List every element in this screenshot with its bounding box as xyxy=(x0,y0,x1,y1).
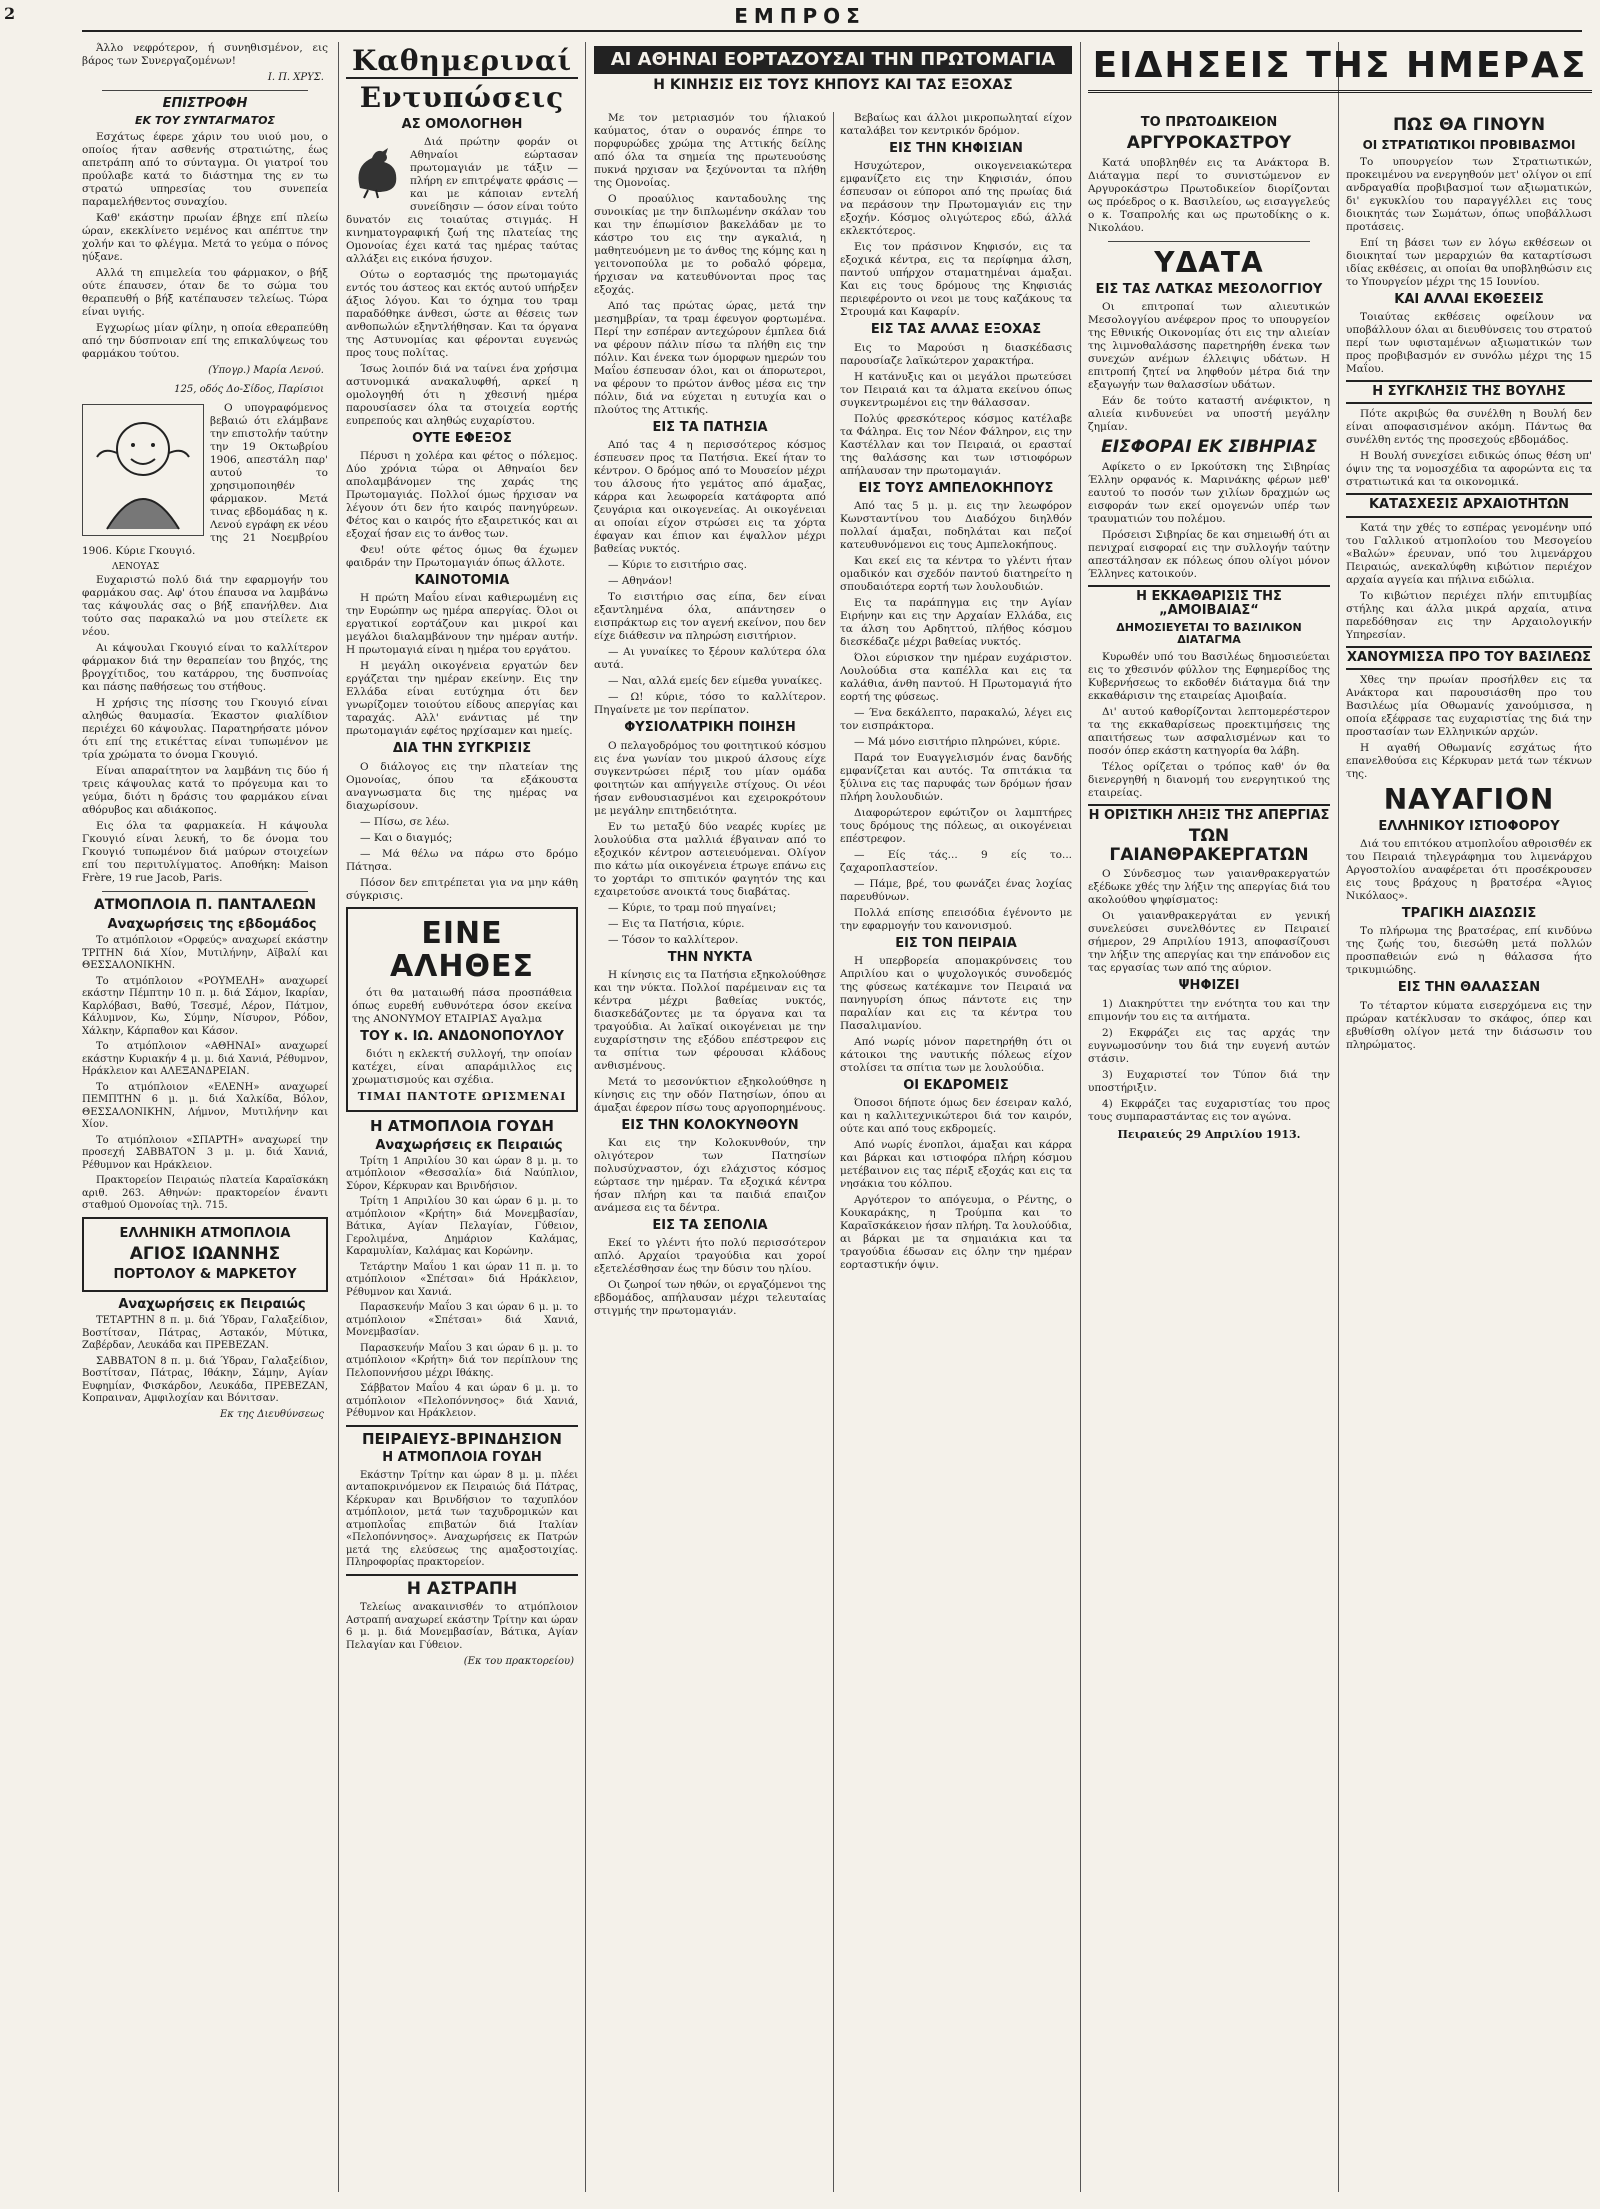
paragraph: Καθ' εκάστην πρωίαν έβηχε επί πλείω ώραν, εκεκλίνετο νεμένος και απέπτυε την χολήν και το φλέγμα. Μετά το γεύμα ο πόνος ηύξανε. xyxy=(82,212,328,264)
paragraph: Διά του επιτόκου ατμοπλοΐου αθροισθέν εκ του Πειραιά τηλεγράφημα του λιμενάρχου Αργοστολίου αναφέρεται ότι προσέκρουσεν εις τους βράχους η βρατσέρα «Άγιος Νικόλαος». xyxy=(1346,838,1592,903)
paragraph: Οι επιτροπαί των αλιευτικών Μεσολογγίου ανέφερον προς το υπουργείον της Εθνικής Οικονομίας ότι εις την αλιείαν της λιμνοθαλάσσης παρετηρήθη ένεκα των συνεχών ανέμων έλλειψις υδάτων. Η επιτροπή ζητεί να ληφθούν μέτρα διά την εξαγωγήν των θαλασσίων υδάτων. xyxy=(1088,301,1330,392)
paragraph: Δι' αυτού καθορίζονται λεπτομερέστερον τα της εκκαθαρίσεως προεκτιμήσεις της απαιτήσεως των ασφαλισμένων και το ποσόν όπερ εκάστη κατηγορία θα λάβη. xyxy=(1088,705,1330,757)
ad-title: ΕΙΝΕ ΑΛΗΘΕΣ xyxy=(389,915,535,984)
paragraph: Τέλος ορίζεται ο τρόπος καθ' όν θα διενεργηθή η διανομή του ενεργητικού της εταιρείας. xyxy=(1088,760,1330,799)
ad-title: ΠΕΙΡΑΙΕΥΣ-ΒΡΙΝΔΗΣΙΟΝ xyxy=(346,1425,578,1448)
list-item: 3) Ευχαριστεί τον Τύπον διά την υποστήριξιν. xyxy=(1088,1068,1330,1094)
paragraph: Μετά το μεσονύκτιον εξηκολούθησε η κίνησις εις την οδόν Πατησίων, όπου αι άμαξαι έφερον πίσω τους αργοπορημένους. xyxy=(594,1075,826,1114)
paragraph: Διά πρώτην φοράν οι Αθηναίοι εώρτασαν πρωτομαγιάν με τάξιν — πλήρη εν επιτρέψατε φράσις — και με κάποιαν εντελή συνείδησιν — όσον είναι τούτο δυνατόν εις τοιαύτας στιγμάς. Η κινηματογραφική ζωή της πλατείας της Ομονοίας έχει κατά τας ημέρας ταύτας αλλάξει εις εικόνα ήσυχον. xyxy=(346,135,578,265)
ad-text: διότι η εκλεκτή συλλογή, την οποίαν κατέχει, είναι απαράμιλλος εις χρωματισμούς και σχέδια. xyxy=(352,1048,572,1087)
paragraph: Πολύς φρεσκότερος κόσμος κατέλαβε τα Φάληρα. Εις τον Νέον Φάληρον, εις την Καστέλλαν και τον Πειραιά, οι ερασταί της θαλάσσης και των ιστιοφόρων απήλαυσαν την πρωτομαγιάν. xyxy=(840,412,1072,477)
section-heading: ΝΑΥΑΓΙΟΝ xyxy=(1383,783,1555,817)
section-heading: ΚΑΙΝΟΤΟΜΙΑ xyxy=(414,573,510,589)
ad-name: ΤΟΥ κ. ΙΩ. ΑΝΔΟΝΟΠΟΥΛΟΥ xyxy=(360,1028,564,1044)
paragraph: — Αθηνάον! xyxy=(608,575,673,588)
section-heading: ΚΑΤΑΣΧΕΣΙΣ ΑΡΧΑΙΟΤΗΤΩΝ xyxy=(1346,493,1592,517)
paragraph: Η κατάνυξις και οι μεγάλοι πρωτεύσει τον Πειραιά και τα άλματα εκείνου όπως συγκεντρωμένοι εις την θάλασσαν. xyxy=(840,370,1072,409)
paragraph: Εις όλα τα φαρμακεία. Η κάψουλα Γκουγιό είναι λευκή, το δε όνομα του Γκουγιό τυπωμένον διά μαύρων στοιχείων επί του περιτυλίγματος. Αποθήκη: Maison Frère, 19 rue Jacob, Paris. xyxy=(82,820,328,885)
section-heading: ΕΙΣ ΤΗΝ ΚΗΦΙΣΙΑΝ xyxy=(889,141,1023,156)
paragraph: Οι ζωηροί των ηθών, οι εργαζόμενοι της εβδομάδος, απήλαυσαν μέχρι τελευταίας στιγμής την πρωτομαγιάν. xyxy=(594,1279,826,1318)
paragraph: Αλλά τη επιμελεία του φάρμακον, ο βήξ ούτε έπαυσεν, όταν δε το σώμα του θεραπευθή ο βήξ κατέπαυσεν τελείως. Τώρα είναι υγιής. xyxy=(82,267,328,319)
paragraph: — Πίσω, σε λέω. xyxy=(360,815,450,828)
section-heading: ΟΙ ΣΤΡΑΤΙΩΤΙΚΟΙ ΠΡΟΒΙΒΑΣΜΟΙ xyxy=(1362,137,1576,152)
column-title: Καθημεριναί xyxy=(346,46,578,79)
paragraph: Και εις την Κολοκυνθούν, την ολιγότερον των Πατησίων πολυσύχναστον, όχι ελάχιστος κόσμος εώρτασε την ημέραν. Τα εξοχικά κέντρα ήσαν πλήρη και τα παιδιά επαιζον ανάμεσα εις τα δέντρα. xyxy=(594,1137,826,1215)
section-heading: ΤΟ ΠΡΩΤΟΔΙΚΕΙΟΝ xyxy=(1140,115,1278,130)
ad-price-note: ΤΙΜΑΙ ΠΑΝΤΟΤΕ ΩΡΙΣΜΕΝΑΙ xyxy=(357,1090,567,1104)
column-4 xyxy=(840,112,1072,2202)
ad-subtitle: Η ΑΤΜΟΠΛΟΙΑ ΓΟΥΔΗ xyxy=(382,1450,542,1466)
ad-title: Η ΑΤΜΟΠΛΟΙΑ ΓΟΥΔΗ xyxy=(370,1117,554,1136)
paragraph: Το εισιτήριο σας είπα, δεν είναι εξαντλημένα όλα, απάντησεν ο εισπράκτωρ εις τον αγενή εκείνον, που δεν είχε διάθεσιν να πληρώση εισιτήριον. xyxy=(594,591,826,643)
paragraph: Η Βουλή συνεχίσει ειδικώς όπως θέση υπ' όψιν της τα νομοσχέδια τα αφορώντα εις τα στρατιωτικά και τα οικονομικά. xyxy=(1346,450,1592,489)
ad-title: ΕΛΛΗΝΙΚΗ ΑΤΜΟΠΛΟΙΑ xyxy=(119,1225,291,1241)
ad-line: Τετάρτην Μαΐου 1 και ώραν 11 π. μ. το ατμόπλοιον «Σπέτσαι» διά Ηράκλειον, Ρέθυμνον και Χανιά. xyxy=(346,1261,578,1298)
section-heading: ΟΙ ΕΚΔΡΟΜΕΙΣ xyxy=(903,1078,1009,1094)
column-title: Εντυπώσεις xyxy=(359,80,565,114)
address: 125, οδός Δο-Σίδος, Παρίσιοι xyxy=(174,384,324,396)
section-heading: Η ΕΚΚΑΘΑΡΙΣΙΣ ΤΗΣ „ΑΜΟΙΒΑΙΑΣ“ xyxy=(1088,585,1330,619)
paragraph: Το υπουργείον των Στρατιωτικών, προκειμένου να ενεργηθούν μετ' ολίγον οι επί ανδραγαθία προβιβασμοί των αξιωματικών, δι' εγκυκλίου του παραγγέλλει εις τους διοικητάς των Σωμάτων, όπως υποβάλλωσι προτάσεις. xyxy=(1346,155,1592,233)
paragraph: Πότε ακριβώς θα συνέλθη η Βουλή δεν είναι αποφασισμένον ακόμη. Πάντως θα συνέλθη εντός της προσεχούς εβδομάδος. xyxy=(1346,408,1592,447)
paragraph: Πόσον δεν επιτρέπεται για να μην κάθη σύγκρισις. xyxy=(346,876,578,902)
paragraph: — Ένα δεκάλεπτο, παρακαλώ, λέγει εις τον εισπράκτορα. xyxy=(840,706,1072,732)
paragraph: Ησυχώτερον, οικογενειακώτερα εμφανίζετο εις την Κηφισιάν, όπου έσπευσαν οι εύποροι από της πρωίας διά να περάσουν την Πρωτομαγιάν εις την εξοχήν. Κόσμος ολιγώτερος εδώ, άλλά εκλεκτότερος. xyxy=(840,160,1072,238)
page-number: 2 xyxy=(4,4,16,23)
column-1 xyxy=(82,42,328,2202)
ad-body xyxy=(82,918,328,1213)
paragraph: Εσχάτως έφερε χάριν του υιού μου, ο οποίος ήταν ασθενής στρατιώτης, έως απετράπη από το σύνταγμα. Οι γιατροί του προύλαβε κατά το διάστημα της εν τω στρατώ υπηρεσίας του συνεπεία παραμελήθεντος συναχίου. xyxy=(82,131,328,209)
paragraph: Το πλήρωμα της βρατσέρας, επί κινδύνω της ζωής του, διεσώθη μετά πολλών προσπαθειών ενώ η θάλασσα ήτο τρικυμιώδης. xyxy=(1346,925,1592,977)
intro-signature: Ι. Π. ΧΡΥΣ. xyxy=(267,72,324,83)
column-divider xyxy=(1338,42,1339,2192)
paragraph: Κατά την χθές το εσπέρας γενομένην υπό του Γαλλικού ατμοπλοίου του Μεσογείου «Βαλών» έρευναν, υπό του λιμενάρχου Πειραιώς, ανεκαλύφθη κιβώτιον περιέχον αρχαία αγγεία και πήλινα ειδώλια. xyxy=(1346,521,1592,586)
column-3 xyxy=(594,112,826,2202)
paragraph: Από νωρίς ένοπλοι, άμαξαι και κάρρα και βάρκαι και ιστιοφόρα πλήρη κόσμου μετέβαινον εις τας πέριξ εξοχάς και εις τα νησάκια του κόλπου. xyxy=(840,1139,1072,1191)
ad-line: Αναχωρήσεις εκ Πειραιώς xyxy=(118,1296,306,1312)
portrait-illustration xyxy=(82,404,204,536)
paragraph: Διαφορώτερον εφώτιζον οι λαμπτήρες τους δρόμους της πόλεως, αι οικογένειαι επέστρεφον. xyxy=(840,806,1072,845)
list-item: 4) Εκφράζει τας ευχαριστίας του προς τους συμπαραστάντας εις τον αγώνα. xyxy=(1088,1097,1330,1123)
paragraph: Πολλά επίσης επεισόδια έγένοντο με την εφαρμογήν του κανονισμού. xyxy=(840,906,1072,932)
paragraph: Από τας 5 μ. μ. εις την λεωφόρον Κωνσταντίνου του Διαδόχου διηλθόν πολλαί άμαξαι, ποδηλάται και πεζοί κατευθυνόμενοι εις τους Αμπελοκήπους. xyxy=(840,499,1072,551)
intro-text: Άλλο νεφρότερον, ή συνηθισμένον, εις βάρος των Συνεργαζομένων! xyxy=(82,42,328,67)
man-portrait-icon xyxy=(87,409,199,531)
section-heading: ΔΗΜΟΣΙΕΥΕΤΑΙ ΤΟ ΒΑΣΙΛΙΚΟΝ ΔΙΑΤΑΓΜΑ xyxy=(1116,621,1302,647)
column-divider xyxy=(1080,42,1081,2192)
divider xyxy=(102,891,308,892)
paragraph: Παρά τον Ευαγγελισμόν ένας δανδής εμφανίζεται και αυτός. Τα σπιτάκια τα ξύλινα εις τας παρυφάς των δρόμων ήσαν πλήρη λουλουδιών. xyxy=(840,751,1072,803)
ad-line: ΤΕΤΑΡΤΗΝ 8 π. μ. διά Ύδραν, Γαλαξείδιον, Βοστίτσαν, Πάτρας, Αστακόν, Μύτικα, Ζαβέρδαν, Λευκάδα και ΠΡΕΒΕΖΑΝ. xyxy=(82,1315,328,1352)
paragraph: Η αγαθή Οθωμανίς εσχάτως ήτο επανελθούσα εις Κέρκυραν μετά των τέκνων της. xyxy=(1346,742,1592,781)
masthead: ΕΜΠΡΟΣ xyxy=(734,4,866,28)
section-heading: ΧΑΝΟΥΜΙΣΣΑ ΠΡΟ ΤΟΥ ΒΑΣΙΛΕΩΣ xyxy=(1346,646,1592,670)
section-heading: ΕΙΣ ΤΑΣ ΑΛΛΑΣ ΕΞΟΧΑΣ xyxy=(870,322,1042,338)
section-heading: ΤΡΑΓΙΚΗ ΔΙΑΣΩΣΙΣ xyxy=(1401,906,1537,922)
paragraph: Ο διάλογος εις την πλατείαν της Ομονοίας, όπου τα εξάκουστα αναγνωσματα δις της ημέρας να διαχωρίσουν. xyxy=(346,760,578,812)
section-heading: ΑΡΓΥΡΟΚΑΣΤΡΟΥ xyxy=(1126,133,1292,154)
ad-title: ΠΟΡΤΟΛΟΥ & ΜΑΡΚΕΤΟΥ xyxy=(113,1266,297,1282)
paragraph: Βεβαίως και άλλοι μικροπωληταί είχον καταλάβει τον κεντρικόν δρόμον. xyxy=(840,112,1072,137)
ad-text: Εκάστην Τρίτην και ώραν 8 μ. μ. πλέει ανταποκρινόμενον εκ Πειραιώς διά Πάτρας, Κέρκυραν και Βρινδήσιον το ταχυπλόον ατμόπλοιον, μετά των ταχυδρομικών και ατμοπλοΐας επιβατών διά Ιταλίαν «Πελοπόννησος». Αναχωρήσεις εκ Πατρών μετά της ελεύσεως της αμαξοστοιχίας. Πληροφορίας πρακτορείον. xyxy=(346,1469,578,1569)
paragraph: Αργότερον το απόγευμα, ο Ρέντης, ο Κουκαράκης, η Τρούμπα και το Καραϊσκάκειον ήσαν πλήρη. Τα λουλούδια, αι βάρκαι με τα σημαιάκια και τα τραγούδια έδωσαν εις όλην την ημέραν εορταστικήν όψιν. xyxy=(840,1194,1072,1272)
paragraph: Από νωρίς μόνον παρετηρήθη ότι οι κάτοικοι της ναυτικής πόλεως είχον στολίσει τα σπίτια των με λουλούδια. xyxy=(840,1036,1072,1075)
section-heading: ΕΙΣΦΟΡΑΙ ΕΚ ΣΙΒΗΡΙΑΣ xyxy=(1101,437,1317,458)
column-2 xyxy=(346,42,578,2202)
paragraph: Κατά υποβληθέν εις τα Ανάκτορα Β. Διάταγμα περί το συνιστώμενον εν Αργυροκάστρω Πρωτοδικείον διορίζονται ως πρόεδρος ο κ. Βασιλείου, ως εισαγγελεύς ο κ. Τσαπρολής και ως πρωτοδίκης ο κ. Νικολάου. xyxy=(1088,156,1330,234)
paragraph: Ο προαύλιος κανταδουλης της συνοικίας με την διπλωμένην σκάλαν του και την έπωμίσιον βακελάδαν με το κάστρο του εις την αγκαλιά, η μαθητευόμενη με το άνθος της κόμης και η γειτονοπούλα με το ροδαλό φόρεμα, ήρχισαν να κατευθύνονται προς τας εξοχάς. xyxy=(594,193,826,296)
main-headline: ΑΙ ΑΘΗΝΑΙ ΕΟΡΤΑΖΟΥΣΑΙ ΤΗΝ ΠΡΩΤΟΜΑΓΙΑ xyxy=(594,46,1072,74)
paragraph: — Είς τάς... 9 είς το... ζαχαροπλαστείον. xyxy=(840,848,1072,874)
paragraph: Είναι απαραίτητον να λαμβάνη τις δύο ή τρεις κάψουλας κατά το πρόγευμα και το γεύμα, διότι η δράσις του φαρμάκου είναι αθόρυβος και αδιάκοπος. xyxy=(82,765,328,817)
section-heading: ΤΗΝ ΝΥΚΤΑ xyxy=(667,949,753,965)
rooster-icon xyxy=(346,138,404,200)
divider xyxy=(102,90,308,91)
paragraph: Κυρωθέν υπό του Βασιλέως δημοσιεύεται εις το χθεσινόν φύλλον της Εφημερίδος της Κυβερνήσεως το εκδοθέν διάταγμα διά την εκκαθάρισιν της εταιρείας Αμοιβαία. xyxy=(1088,650,1330,702)
paragraph: Εάν δε τούτο καταστή ανέφικτον, η αλιεία κινδυνεύει να υποστή μεγάλην ζημίαν. xyxy=(1088,395,1330,434)
page-header xyxy=(0,0,1600,34)
news-headline-block xyxy=(1088,42,1592,108)
ad-line: Παρασκευήν Μαΐου 3 και ώραν 6 μ. μ. το ατμόπλοιον «Κρήτη» διά τον περίπλουν της Πελοποννήσου μέχρι Ιθάκης. xyxy=(346,1342,578,1379)
ad-line: Το ατμόπλοιον «Ορφεύς» αναχωρεί εκάστην ΤΡΙΤΗΝ διά Χίον, Μυτιλήνην, Αϊβαλί και ΘΕΣΣΑΛΟΝΙΚΗΝ. xyxy=(82,935,328,972)
paragraph: Το κιβώτιον περιέχει πλήν επιτυμβίας στήλης και άλλα μικρά αρχαία, ατινα παρεδόθησαν εις την Αρχαιολογικήν Υπηρεσίαν. xyxy=(1346,589,1592,641)
paragraph: Από τας 4 η περισσότερος κόσμος έσπευσεν προς τα Πατήσια. Εκεί ήταν το κέντρον. Ο δρόμος από το Μουσείον μέχρι του άλσους ήτο γεμάτος από άμαξας, κάρρα και λεωφορεία κατάφορτα από ζευγάρια και οικογενείας. Αι οικογένειαι αι οποίαι είχον στρώσει εις τα χόρτα έφαγαν και έπιον και έψαλλον μέχρι βαθείας νυκτός. xyxy=(594,439,826,556)
paragraph: Πέρυσι η χολέρα και φέτος ο πόλεμος. Δύο χρόνια τώρα οι Αθηναίοι δεν απολαμβάνομεν της χαράς της Πρωτομαγιάς. Πολλοί όμως ήρχισαν να λέγουν ότι δεν ήτο καιρός πανηγύρεων. Φέτος και ο καιρός ήτο εξαιρετικός και αι εξοχαί ήσαν εις το άνθος των. xyxy=(346,450,578,541)
signature: (Υπογρ.) Μαρία Λενού. xyxy=(208,365,324,377)
ad-line: Παρασκευήν Μαΐου 3 και ώραν 6 μ. μ. το ατμόπλοιον «Σπέτσαι» διά Χανιά, Μονεμβασίαν. xyxy=(346,1302,578,1339)
news-headline: ΕΙΔΗΣΕΙΣ ΤΗΣ ΗΜΕΡΑΣ xyxy=(1088,46,1592,93)
ad-line: Τρίτη 1 Απριλίου 30 και ώραν 6 μ. μ. το ατμόπλοιον «Κρήτη» διά Μονεμβασίαν, Βάτικα, Αγίαν Πελαγίαν, Γύθειον, Γερολιμένα, Δημάριον Καλάμας, Καραμυλίαν, Καλάμας και Κορώνην. xyxy=(346,1196,578,1258)
paragraph: Επί τη βάσει των εν λόγω εκθέσεων οι διοικηταί των μεραρχιών θα καταρτίσωσι ιδίας εκθέσεις, αι οποίαι θα υποβληθώσιν εις το Υπουργείον μέχρι της 15 Ιουνίου. xyxy=(1346,236,1592,288)
ad-line: Το ατμόπλοιον «ΡΟΥΜΕΛΗ» αναχωρεί εκάστην Πέμπτην 10 π. μ. διά Σάμον, Ικαρίαν, Καρλόβασι, Βαθύ, Τσεσμέ, Λέρον, Πάτμον, Κάλυμνον, Κω, Σύμην, Νίσυρον, Ρόδον, Χάλκην, Κάρπαθον και Κάσον. xyxy=(82,975,328,1037)
section-heading: ΚΑΙ ΑΛΛΑΙ ΕΚΘΕΣΕΙΣ xyxy=(1394,291,1544,307)
ad-box xyxy=(346,907,578,1112)
paragraph: Και εκεί εις τα κέντρα το γλέντι ήταν ομαδικόν και σχεδόν παντού διατηρείτο η σπουδαιότερα εορτή των λουλουδιών. xyxy=(840,554,1072,593)
section-heading: ΕΙΣ ΤΗΝ ΚΟΛΟΚΥΝΘΟΥΝ xyxy=(621,1117,799,1133)
header-rule xyxy=(82,30,1582,32)
paragraph: Ο υπογραφόμενος βεβαιώ ότι ελάμβανε την επιστολήν ταύτην την 19 Οκτωβρίου 1906, απεστάλη παρ' αυτού το χρησιμοποιηθέν φάρμακον. Μετά τινας εβδομάδας η κ. Λενού εγράφη εκ νέου της 21 Νοεμβρίου 1906. Κύριε Γκουγιό. xyxy=(82,402,328,558)
section-heading: ΠΩΣ ΘΑ ΓΙΝΟΥΝ xyxy=(1392,115,1546,135)
paragraph: — Μά μόνο εισιτήριο πληρώνει, κύριε. xyxy=(854,735,1061,748)
section-heading: ΕΛΛΗΝΙΚΟΥ ΙΣΤΙΟΦΟΡΟΥ xyxy=(1378,818,1560,834)
list-item: 2) Εκφράζει εις τας αρχάς την ευγνωμοσύνην του διά την ευγενή αυτών στάσιν. xyxy=(1088,1026,1330,1065)
paragraph: Οι γαιανθρακεργάται εν γενική συνελεύσει συνελθόντες εν Πειραιεί σήμερον, 29 Απριλίου 1913, αποφασίζουσι την λήξιν της απεργίας και την επάνοδον εις τας εργασίας των από της αύριον. xyxy=(1088,910,1330,975)
ad-body xyxy=(346,1139,578,1421)
main-headline-block xyxy=(594,42,1072,112)
section-heading: ΑΣ ΟΜΟΛΟΓΗΘΗ xyxy=(401,116,523,132)
ad-text: ότι θα ματαιωθή πάσα προσπάθεια όπως ευρεθή ευθυνότερα όσον εκείνα της ΑΝΟΝΥΜΟΥ ΕΤΑΙΡΙΑΣ Αγαλμα xyxy=(352,986,572,1025)
divider xyxy=(1108,241,1310,242)
ad-signature: (Εκ του πρακτορείου) xyxy=(463,1656,574,1668)
paragraph: Ο πελαγοδρόμος του φοιτητικού κόσμου εις ένα γωνίαν του μικρού άλσους είχε συγκεντρώσει πέριξ του μίαν ομάδα φοιτητών και απήγγειλε στίχους. Οι νέοι ήσαν ενθουσιασμένοι και εχειροκρότουν με μεγάλην επιτηδειότητα. xyxy=(594,739,826,817)
ad-line: Αναχωρήσεις της εβδομάδος xyxy=(107,916,317,932)
paragraph: — Κύριε, το τραμ πού πηγαίνει; xyxy=(608,901,777,914)
paragraph: — Εις τα Πατήσια, κύριε. xyxy=(608,917,745,930)
ad-title: ΑΤΜΟΠΛΟΙΑ Π. ΠΑΝΤΑΛΕΩΝ xyxy=(93,897,317,914)
column-5 xyxy=(1088,112,1330,2202)
ad-body xyxy=(82,1298,328,1421)
paragraph: Από τας πρώτας ώρας, μετά την μεσημβρίαν, τα τραμ έφευγον φορτωμένα. Περί την εσπέραν αντεχώρουν έμπλεα διά να φέρουν πάλιν πίσω τα πλήθη εις την πόλιν. Και ένεκα των όμορφων ημερών του Μαΐου έσπευσαν όλοι, και οι άπορωτεροι, να φέρουν το πρώτον άνθος μέσα εις την πόλιν, διά να εύχεται η ευτυχία και ο πλούτος της Αττικής. xyxy=(594,300,826,416)
paragraph: Με τον μετριασμόν του ήλιακού καύματος, όταν ο ουρανός έπηρε το πορφυρώδες χρώμα της Αττικής δείλης από όλα τα σημεία της πρωτευούσης πυκνά ηρχισαν να ξεχύνονται τα πλήθη της Ομονοίας. xyxy=(594,112,826,189)
paragraph: Η υπερβορεία απομακρύνσεις του Απριλίου και ο ψυχολογικός συνοδεμός της φύσεως κατέκαμνε τον Πειραιά να πανηγυρίση όπως πάντοτε εις την παραλίαν και εις τα κέντρα του Πασαλιμανίου. xyxy=(840,955,1072,1033)
ad-line: Σάββατον Μαΐου 4 και ώραν 6 μ. μ. το ατμόπλοιον «Πελοπόννησος» διά Χανιά, Ρέθυμνον και Ηράκλειον. xyxy=(346,1383,578,1420)
paragraph: Φευ! ούτε φέτος όμως θα έχωμεν φαιδράν την Πρωτομαγιάν όπως άλλοτε. xyxy=(346,544,578,570)
list-item: 1) Διακηρύττει την ενότητα του και την επιμονήν του εις τα αιτήματα. xyxy=(1088,997,1330,1023)
ad-line: Το ατμόπλοιον «ΑΘΗΝΑΙ» αναχωρεί εκάστην Κυριακήν 4 μ. μ. διά Χανιά, Ρέθυμνον, Ηράκλειον και ΑΛΕΞΑΝΔΡΕΙΑΝ. xyxy=(82,1041,328,1078)
paragraph: — Και ο διαγμός; xyxy=(360,831,453,844)
paragraph: Όποσοι δήποτε όμως δεν έσειραν καλό, και η καλλιτεχνικώτεροι διά τον καιρόν, ούτε και από τους εκδρομείς. xyxy=(840,1097,1072,1136)
paragraph: — Ω! κύριε, τόσο το καλλίτερον. Πηγαίνετε με τον περίπατον. xyxy=(594,691,826,717)
paragraph: Χθες την πρωίαν προσήλθεν εις τα Ανάκτορα και παρουσιάσθη προ του Βασιλέως μία Οθωμανίς χανούμισσα, η οποία εξέφρασε τας ευχαριστίας της διά την προστασίαν των Ελληνικών αρχών. xyxy=(1346,674,1592,739)
section-heading: ΔΙΑ ΤΗΝ ΣΥΓΚΡΙΣΙΣ xyxy=(392,741,532,757)
paragraph: Ο Σύνδεσμος των γαιανθρακεργατών εξέδωκε χθές την λήξιν της απεργίας διά του ακολούθου ψηφίσματος: xyxy=(1088,868,1330,907)
paragraph: — Τόσον το καλλίτερον. xyxy=(608,933,739,946)
paragraph: — Αι γυναίκες το ξέρουν καλύτερα όλα αυτά. xyxy=(594,646,826,672)
ad-line: Πρακτορείον Πειραιώς πλατεία Καραϊσκάκη αριθ. 263. Αθηνών: πρακτορείον έναντι σταθμού Ομονοίας τηλ. 715. xyxy=(82,1175,328,1212)
section-heading: ΟΥΤΕ ΕΦΕΞΟΣ xyxy=(412,430,512,446)
section-heading: ΕΙΣ ΤΑΣ ΛΑΤΚΑΣ ΜΕΣΟΛΟΓΓΙΟΥ xyxy=(1095,281,1323,297)
paragraph: Εις τον πράσινον Κηφισόν, εις τα εξοχικά κέντρα, εις τα περίφημα άλση, παντού υπήρχον σταματημέναι άμαξαι. Και εις τους δρόμους της Κηφισιάς περιεφέροντο οι νεοι με τους καζάκους τα Στρουμά και Καφαρίν. xyxy=(840,241,1072,319)
section-heading: ΕΙΣ ΤΑ ΠΑΤΗΣΙΑ xyxy=(652,420,768,435)
article-subtitle: ΕΚ ΤΟΥ ΣΥΝΤΑΓΜΑΤΟΣ xyxy=(134,114,276,128)
paragraph: Εις τα παράπηγμα εις την Αγίαν Ειρήνην και εις την Αρχαίαν Ελλάδα, εις τα άλση του Αρδηττού, πλήθος κόσμου διεσκέδαζε μέχρι βαθείας νυκτός. xyxy=(840,596,1072,648)
paragraph: Πρόσεισι Σιβηρίας δε και σημειωθή ότι αι πενιχραί εισφοραί εις την συλλογήν ταύτην απεστάλησαν εκ πόλεως όπου ολίγοι μόνον Έλληνες κατοικούν. xyxy=(1088,528,1330,580)
article-title: ΕΠΙΣΤΡΟΦΗ xyxy=(162,96,248,111)
paragraph: Η πρώτη Μαΐου είναι καθιερωμένη εις την Ευρώπην ως ημέρα απεργίας. Όλοι οι εργατικοί εορτάζουν και μικροί και μεγάλοι διαλαμβάνουν την ημέραν αυτήν. Η πρωτομαγιά είναι η ημέρα του εργάτου. xyxy=(346,592,578,657)
ad-line: Το ατμόπλοιον «ΕΛΕΝΗ» αναχωρεί ΠΕΜΠΤΗΝ 6 μ. μ. διά Χαλκίδα, Βόλον, ΘΕΣΣΑΛΟΝΙΚΗΝ, Λήμνον, Μυτιλήνην και Χίον. xyxy=(82,1081,328,1131)
ad-signature: Εκ της Διευθύνσεως xyxy=(219,1408,324,1420)
column-divider xyxy=(585,42,586,2192)
paragraph: Ούτω ο εορτασμός της πρωτομαγιάς εντός του άστεος και εκτός αυτού υπήρξεν άξιος λόγου. Και το όχημα του τραμ παραδόθηκε άνθεσι, ώστε αι θέσεις των ανθοπωλών εξηντλήθησαν. Και τα όργανα της Αστυνομίας και φέρονται ευγενώς προς τους πολίτας. xyxy=(346,268,578,359)
section-heading: ΕΙΣ ΤΟΥΣ ΑΜΠΕΛΟΚΗΠΟΥΣ xyxy=(858,480,1054,496)
section-heading: ΤΩΝ ΓΑΙΑΝΘΡΑΚΕΡΓΑΤΩΝ xyxy=(1109,825,1309,865)
section-heading: Η ΟΡΙΣΤΙΚΗ ΛΗΞΙΣ ΤΗΣ ΑΠΕΡΓΙΑΣ xyxy=(1088,804,1330,823)
portrait-caption: ΛΕΝΟΥΑΣ xyxy=(112,562,160,573)
paragraph: Η μεγάλη οικογένεια εργατών δεν εργάζεται την ημέραν εκείνην. Εις την Ελλάδα είναι ευτύχημα ότι δεν γνωρίζομεν τοιούτου είδους απεργίας και ταραχάς. Αλλ' ενάντιας μέ την πρωτομαγιάν εφέτος ηρχίσαμεν και ημείς. xyxy=(346,660,578,738)
paragraph: — Κύριε το εισιτήριο σας. xyxy=(608,559,747,572)
ad-line: Το ατμόπλοιον «ΣΠΑΡΤΗ» αναχωρεί την προσεχή ΣΑΒΒΑΤΟΝ 3 μ. μ. διά Χανιά, Ρέθυμνον και Ηράκλειον. xyxy=(82,1134,328,1171)
section-heading: ΕΙΣ ΤΟΝ ΠΕΙΡΑΙΑ xyxy=(895,935,1017,951)
paragraph: — Μά θέλω να πάρω στο δρόμο Πάτησα. xyxy=(346,847,578,873)
paragraph: Εκεί το γλέντι ήτο πολύ περισσότερον απλό. Αρχαίοι τραγούδια και χοροί εξετελέσθησαν έως την δύσιν του ηλίου. xyxy=(594,1237,826,1276)
paragraph: Ίσως λοιπόν διά να ταίνει ένα χρήσιμα αστυνομικά ανακαλυφθή, αρκεί η ομολογηθή ότι η χθεσινή ημέρα παρουσίασεν όλα τα στοιχεία εορτής ευπρεπούς και αληθώς ευχαρίστου. xyxy=(346,362,578,427)
paragraph: Εγχωρίως μίαν φίλην, η οποία εθεραπεύθη από την δύσπνοιαν επί της επικαλύψεως του φαρμάκου τούτου. xyxy=(82,322,328,361)
paragraph: Εν τω μεταξύ δύο νεαρές κυρίες με λουλούδια στα μαλλιά έβγαιναν από το εξοχικόν κέντρον αστειευόμεναι. Ολίγον πιο κάτω μία οικογένεια έτρωγε επάνω εις το χορτάρι το σπιτικόν φαγητόν της και εχαιρετούσε ανοικτά τους διαβάτας. xyxy=(594,820,826,898)
section-heading: Η ΣΥΓΚΛΗΣΙΣ ΤΗΣ ΒΟΥΛΗΣ xyxy=(1346,380,1592,404)
section-heading: ΕΙΣ ΤΗΝ ΘΑΛΑΣΣΑΝ xyxy=(1397,980,1541,996)
paragraph: Ευχαριστώ πολύ διά την εφαρμογήν του φαρμάκου σας. Αφ' ότου έπαυσα να λαμβάνω τας κάψουλάς σας ο βήξ επανήλθεν. Δια τούτο σας παρακαλώ να μου στείλετε εκ νέου. xyxy=(82,574,328,639)
ad-text: Τελείως ανακαινισθέν το ατμόπλοιον Αστραπή αναχωρεί εκάστην Τρίτην και ώραν 6 μ. μ. διά Μονεμβασίαν, Βάτικα, Αγίαν Πελαγίαν και Γύθειον. xyxy=(346,1602,578,1651)
ad-line: Αναχωρήσεις εκ Πειραιώς xyxy=(375,1137,563,1153)
paragraph: Όλοι εύρισκον την ημέραν ευχάριστον. Λουλούδια στα καπέλλα και εις τα καλάθια, άνθη παντού. Η Πρωτομαγιά ήτο εορτή της φύσεως. xyxy=(840,651,1072,703)
paragraph: Αφίκετο ο εν Ιρκούτσκη της Σιβηρίας Έλλην ορφανός κ. Μαρινάκης φέρων μεθ' εαυτού το ποσόν των χιλίων δραχμών ως εισφοράν των εκεί ομογενών υπέρ των τραυματιών του πολέμου. xyxy=(1088,460,1330,525)
ad-line: ΣΑΒΒΑΤΟΝ 8 π. μ. διά Ύδραν, Γαλαξείδιον, Βοστίτσαν, Πάτρας, Ιθάκην, Σάμην, Αγίαν Ευφημίαν, Φισκάρδον, Λευκάδα, ΠΡΕΒΕΖΑΝ, Κοπραιναν, Αμφιλοχίαν και Βόνιτσαν. xyxy=(82,1355,328,1405)
section-heading: ΕΙΣ ΤΑ ΣΕΠΟΛΙΑ xyxy=(652,1218,768,1234)
main-subheadline: Η ΚΙΝΗΣΙΣ ΕΙΣ ΤΟΥΣ ΚΗΠΟΥΣ ΚΑΙ ΤΑΣ ΕΞΟΧΑΣ xyxy=(653,76,1013,93)
paragraph: Αι κάψουλαι Γκουγιό είναι το καλλίτερον φάρμακον διά την θεραπείαν του βηχός, της βρογχίτιδος, του κατάρρου, της δυσπνοίας και πάσης παθήσεως του στήθους. xyxy=(82,642,328,694)
section-heading: ΦΥΣΙΟΛΑΤΡΙΚΗ ΠΟΙΗΣΗ xyxy=(624,720,796,736)
ad-title: Η ΑΣΤΡΑΠΗ xyxy=(346,1574,578,1599)
dateline: Πειραιεύς 29 Απριλίου 1913. xyxy=(1117,1127,1301,1141)
column-divider xyxy=(338,42,339,2192)
ad-line: Τρίτη 1 Απριλίου 30 και ώραν 8 μ. μ. το ατμόπλοιον «Θεσσαλία» διά Ναύπλιον, Σύρον, Κέρκυραν και Βρινδήσιον. xyxy=(346,1155,578,1192)
paragraph: Τοιαύτας εκθέσεις οφείλουν να υποβάλλουν όλαι αι διευθύνσεις του στρατού περί των υφισταμένων αξιωματικών των προς προβιβασμόν εν συνόλω μέχρι της 15 Μαΐου. xyxy=(1346,311,1592,376)
section-heading: ΥΔΑΤΑ xyxy=(1154,245,1264,279)
ad-title: ΑΓΙΟΣ ΙΩΑΝΝΗΣ xyxy=(129,1243,281,1264)
paragraph: — Πάμε, βρέ, του φωνάζει ένας λοχίας παρευθύνων. xyxy=(840,877,1072,903)
column-6 xyxy=(1346,112,1592,2202)
paragraph: Το τέταρτον κύματα εισερχόμενα εις την πρώραν κατέκλυσαν το σκάφος, όπερ και εβυθίσθη ολίγον μετά την διάσωσιν του πληρώματος. xyxy=(1346,999,1592,1051)
column-divider xyxy=(833,112,834,2192)
paragraph: Η χρήσις της πίσσης του Γκουγιό είναι αληθώς θαυμασία. Έκαστον φιαλίδιον περιέχει 60 κάψουλας. Παρατηρήσατε μόνον ότι επί της ετικέττας είναι τυπωμένον με τρία χρώματα το όνομα Γκουγιό. xyxy=(82,697,328,762)
paragraph: Η κίνησις εις τα Πατήσια εξηκολούθησε και την νύκτα. Πολλοί παρέμειναν εις τα κέντρα μέχρι βαθείας νυκτός, διασκεδάζοντες με τα όργανα και τα τραγούδια. Αι λαϊκαί οικογένειαι με την ευχαρίστησιν της εξόδου επέστρεφον εις τα σπίτια των φέρουσαι κλάδους ανθισμένους. xyxy=(594,968,826,1072)
section-heading: ΨΗΦΙΖΕΙ xyxy=(1178,978,1240,994)
paragraph: — Ναι, αλλά εμείς δεν είμεθα γυναίκες. xyxy=(608,675,823,688)
paragraph: Εις το Μαρούσι η διασκέδασις παρουσίαζε λαϊκώτερον χαρακτήρα. xyxy=(840,341,1072,367)
ad-box xyxy=(82,1217,328,1292)
